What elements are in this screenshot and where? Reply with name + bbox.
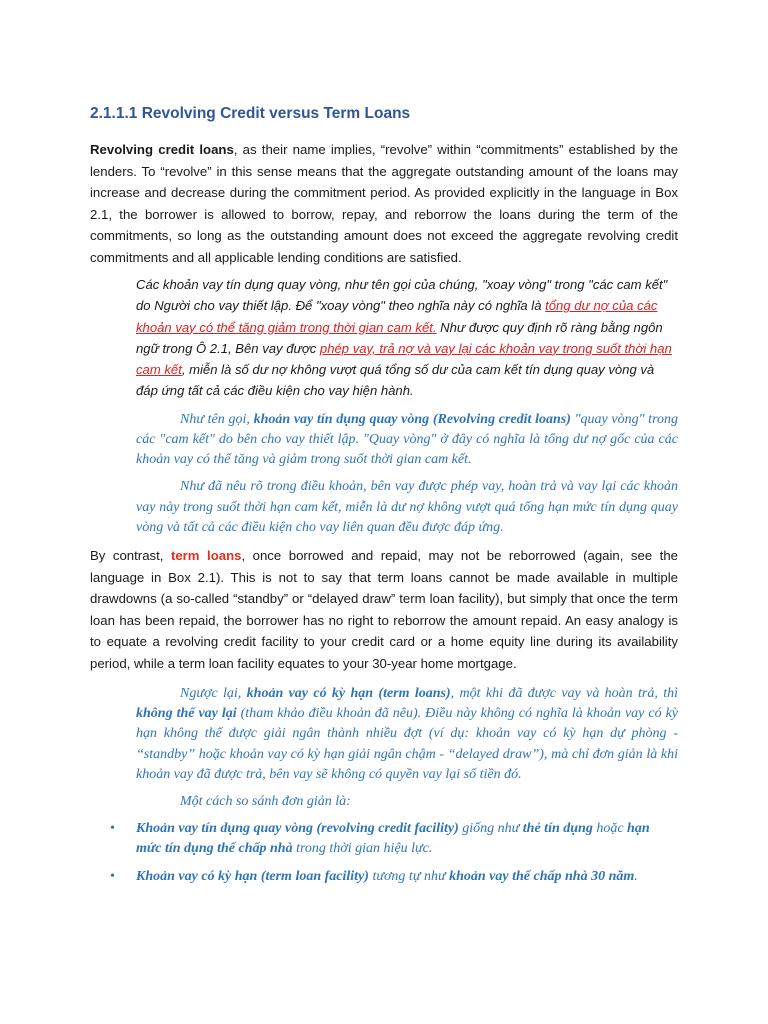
list-item [110, 819, 678, 859]
highlight-text: tổng dư nợ của các khoản vay có thể tăng giảm trong thời gian cam kết. [136, 298, 658, 335]
note-text: Ngược lại, [180, 686, 247, 701]
note-bold-term: khoản vay có kỳ hạn (term loans) [246, 686, 451, 701]
vietnamese-note-2 [136, 477, 678, 538]
list-text: . [634, 868, 638, 884]
paragraph-text: By contrast, [90, 548, 171, 563]
term-revolving-credit-loans: Revolving credit loans [90, 142, 234, 157]
paragraph-text: , once borrowed and repaid, may not be reborrowed (again, see the language in Box 2.1). This is not to say that term loans cannot be made available in multiple drawdowns (a so-called “standby” or “delayed draw” term loan facility), but simply that once the term loan has been repaid, the borrower has no right to reborrow the amount repaid. An easy analogy is to equate a revolving credit facility to your credit card or a home equity line during its availability period, while a term loan facility equates to your 30-year home mortgage. [90, 548, 678, 671]
bullet-icon: • [110, 868, 115, 884]
paragraph-term-loans [90, 545, 678, 674]
list-text: trong thời gian hiệu lực. [292, 841, 433, 857]
list-bold-term: Khoản vay có kỳ hạn (term loan facility) [136, 868, 369, 884]
list-bold-term: khoản vay thế chấp nhà 30 năm [449, 868, 635, 884]
paragraph-revolving-credit [90, 139, 678, 268]
paragraph-text: , as their name implies, “revolve” within “commitments” established by the lenders. To “revolve” in this sense means that the aggregate outstanding amount of the loans may increase and decrease during the commitment period. As provided explicitly in the language in Box 2.1, the borrower is allowed to borrow, repay, and reborrow the loans during the term of the commitments, so long as the outstanding amount does not exceed the aggregate revolving credit commitments and all applicable lending conditions are satisfied. [90, 142, 678, 265]
note-text: "quay vòng" trong các "cam kết" do bên cho vay thiết lập. "Quay vòng" ở đây có nghĩa là tổng dư nợ gốc của các khoản vay có thể tăng và giảm trong suốt thời gian cam kết. [136, 411, 678, 468]
note-text: Như đã nêu rõ trong điều khoản, bên vay được phép vay, hoàn trả và vay lại các khoản vay này trong suốt thời hạn cam kết, miễn là dư nợ không vượt quá tổng hạn mức tín dụng quay vòng và tất cả các điều kiện cho vay liên quan đều được đáp ứng. [136, 479, 678, 535]
vietnamese-note-4 [136, 792, 678, 812]
translation-text: Như được quy định rõ ràng bằng ngôn ngữ trong Ô 2.1, Bên vay được [136, 319, 663, 356]
translation-text: Các khoản vay tín dụng quay vòng, như tên gọi của chúng, "xoay vòng" trong "các cam kết" do Người cho vay thiết lập. Để "xoay vòng" theo nghĩa này có nghĩa là [136, 277, 668, 314]
section-heading: 2.1.1.1 Revolving Credit versus Term Loans [90, 105, 411, 122]
note-bold-term: khoản vay tín dụng quay vòng (Revolving credit loans) [253, 411, 571, 427]
vietnamese-note-3 [136, 684, 678, 785]
note-bold-term: không thể vay lại [136, 706, 237, 722]
list-bold-term: thẻ tín dụng [522, 821, 593, 837]
term-term-loans: term loans [170, 548, 242, 563]
list-bold-term: hạn mức tín dụng thế chấp nhà [136, 821, 650, 857]
bullet-icon: • [110, 821, 115, 837]
note-text: , một khi đã được vay và hoàn trả, thì [450, 686, 678, 701]
translation-text: , miễn là số dư nợ không vượt quá tổng số dư của cam kết tín dụng quay vòng và đáp ứng tất cả các điều kiện cho vay hiện hành. [136, 362, 655, 399]
list-text: tương tự như [368, 868, 450, 884]
list-text: giống như [458, 821, 523, 837]
note-text: (tham khảo điều khoản đã nêu). Điều này không có nghĩa là khoản vay có kỳ hạn không thể được giải ngân thành nhiều đợt (ví dụ: khoản vay có kỳ hạn dự phòng - “standby” hoặc khoản vay có kỳ hạn giải ngân chậm - “delayed draw”), mà chỉ đơn giản là khi khoản vay đã được trả, bên vay sẽ không có quyền vay lại số tiền đó. [136, 706, 678, 782]
comparison-list [90, 819, 678, 887]
translation-block-1 [136, 274, 678, 402]
list-text: hoặc [592, 821, 628, 837]
highlight-text: phép vay, trả nợ và vay lại các khoản vay trong suốt thời hạn cam kết [136, 340, 672, 378]
note-text: Một cách so sánh đơn giản là: [180, 794, 351, 810]
note-text: Như tên gọi, [180, 411, 254, 427]
list-item [110, 867, 678, 887]
list-bold-term: Khoản vay tín dụng quay vòng (revolving credit facility) [136, 821, 459, 837]
vietnamese-note-1 [136, 410, 678, 471]
